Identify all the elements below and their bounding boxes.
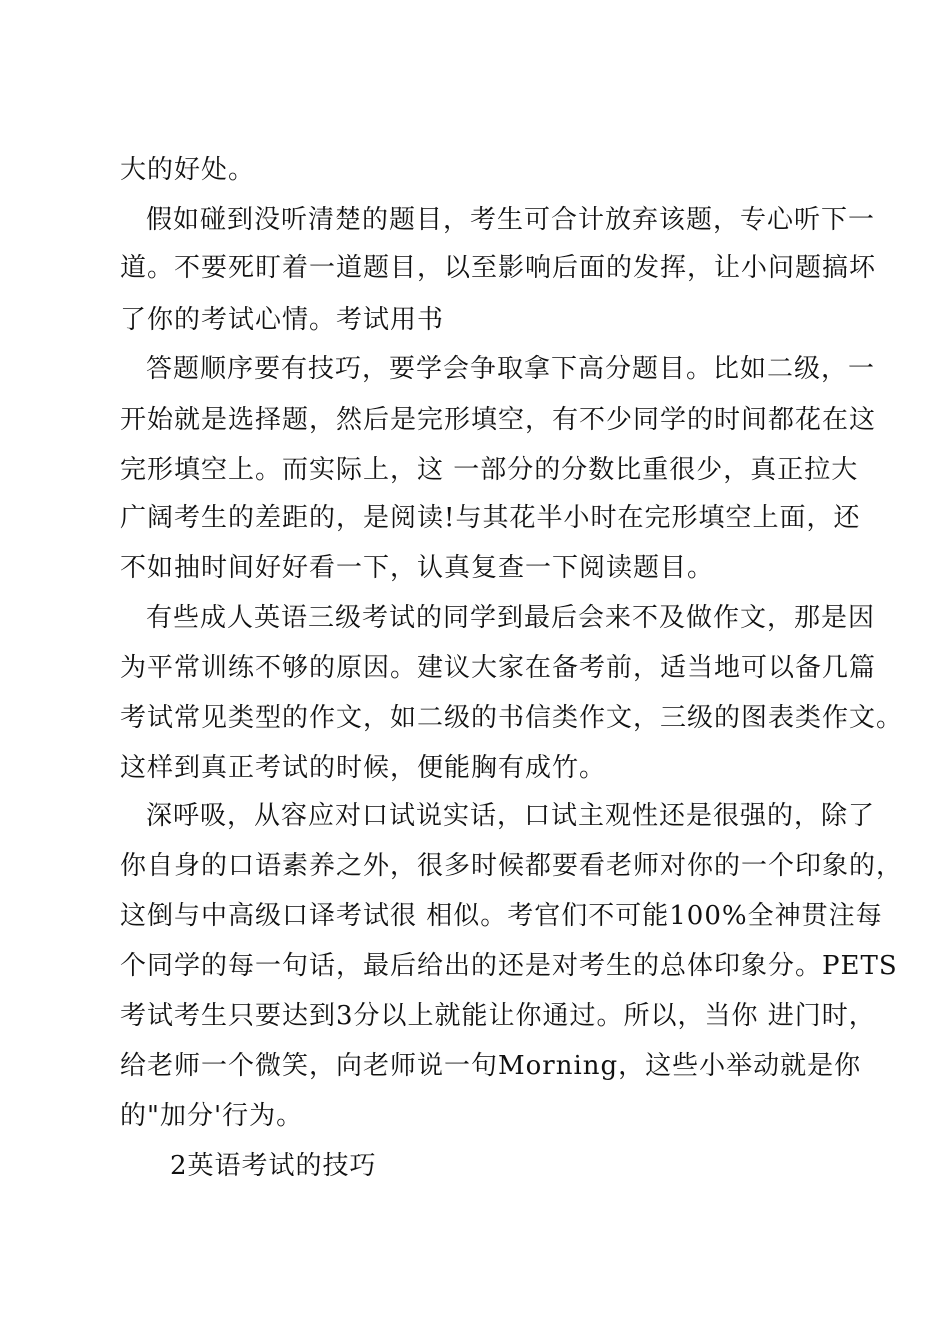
text-line: 广阔考生的差距的，是阅读!与其花半小时在完形填空上面，还 (120, 503, 861, 533)
text-line: 这样到真正考试的时候，便能胸有成竹。 (120, 753, 607, 783)
text-line: 开始就是选择题，然后是完形填空，有不少同学的时间都花在这 (120, 405, 877, 435)
text-line: 给老师一个微笑，向老师说一句Morning，这些小举动就是你 (120, 1051, 862, 1081)
text-line: 道。不要死盯着一道题目，以至影响后面的发挥，让小问题搞坏 (120, 253, 877, 283)
text-line: 大的好处。 (120, 155, 256, 185)
text-line: 完形填空上。而实际上，这 一部分的分数比重很少，真正拉大 (120, 455, 859, 485)
text-line: 不如抽时间好好看一下，认真复查一下阅读题目。 (120, 553, 715, 583)
text-line: 为平常训练不够的原因。建议大家在备考前，适当地可以备几篇 (120, 653, 877, 683)
text-line: 考试考生只要达到3分以上就能让你通过。所以，当你 进门时， (120, 1001, 876, 1031)
text-line: 答题顺序要有技巧，要学会争取拿下高分题目。比如二级，一 (146, 354, 876, 384)
section-heading: 2英语考试的技巧 (170, 1151, 377, 1181)
text-line: 有些成人英语三级考试的同学到最后会来不及做作文，那是因 (146, 603, 876, 633)
text-line: 假如碰到没听清楚的题目，考生可合计放弃该题，专心听下一 (146, 205, 876, 235)
text-line: 个同学的每一句话，最后给出的还是对考生的总体印象分。PETS (120, 951, 898, 981)
text-line: 考试常见类型的作文，如二级的书信类作文，三级的图表类作文。 (120, 703, 904, 733)
text-line: 了你的考试心情。考试用书 (120, 305, 445, 335)
text-line: 你自身的口语素养之外，很多时候都要看老师对你的一个印象的， (120, 851, 904, 881)
text-line: 的"加分'行为。 (120, 1101, 304, 1131)
text-line: 深呼吸，从容应对口试说实话，口试主观性还是很强的，除了 (146, 801, 876, 831)
text-line: 这倒与中高级口译考试很 相似。考官们不可能100%全神贯注每 (120, 901, 883, 931)
